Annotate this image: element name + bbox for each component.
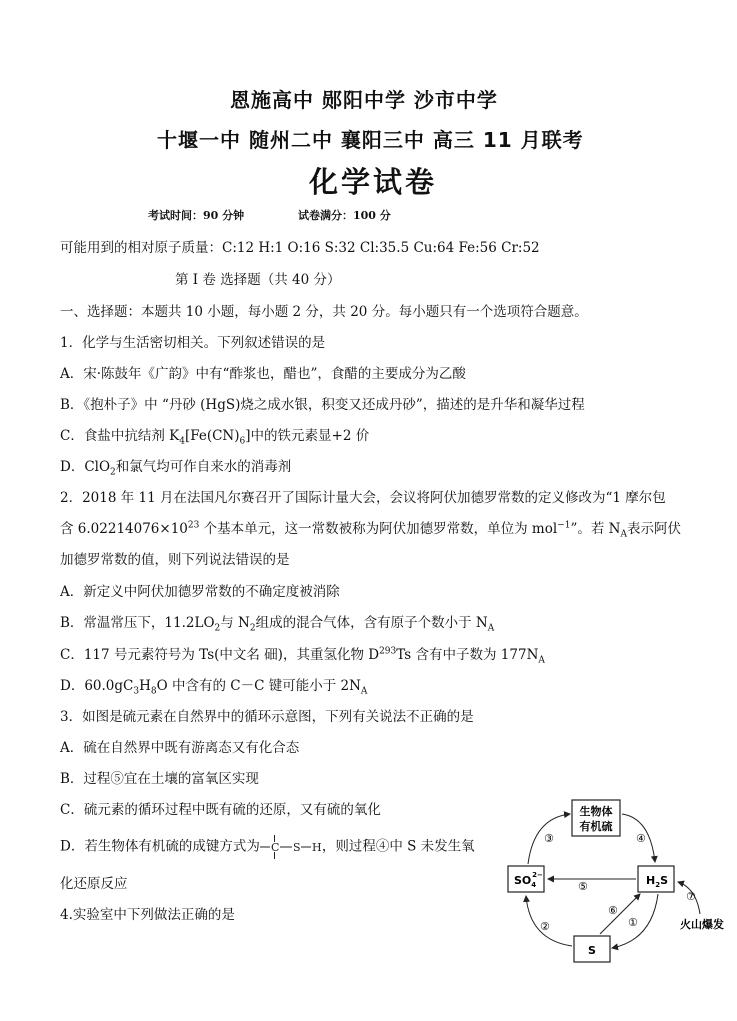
q3-option-c: C．硫元素的循环过程中既有硫的还原，又有硫的氧化 — [60, 802, 381, 818]
q3-stem: 3．如图是硫元素在自然界中的循环示意图，下列有关说法不正确的是 — [60, 709, 474, 725]
process-1-label: ① — [628, 916, 638, 929]
section-one-instructions: 一、选择题：本题共 10 小题，每小题 2 分，共 20 分。每小题只有一个选项符合题意。 — [60, 304, 588, 320]
process-6-label: ⑥ — [608, 904, 618, 917]
q1-option-d: D．ClO$_2$和氯气均可作自来水的消毒剂 — [60, 459, 292, 478]
q2-option-d: D．$60.0gC_3H_8O$ 中含有的 C－C 键可能小于 $2N_A$ — [60, 678, 368, 697]
header-schools-line1: 恩施高中 郧阳中学 沙市中学 — [230, 88, 498, 112]
bond-carbon-atom: C — [270, 841, 280, 854]
sulfur-label: S — [588, 944, 596, 957]
q2-option-a: A．新定义中阿伏加德罗常数的不确定度被消除 — [60, 584, 340, 600]
q1-option-a: A．宋·陈鼓年《广韵》中有“酢浆也，醋也”，食醋的主要成分为乙酸 — [60, 366, 466, 382]
q3-option-d: D．若生物体有机硫的成键方式为 C S H ，则过程④中 S 未发生氧 — [60, 834, 475, 860]
q2-option-c: C．117 号元素符号为 Ts(中文名 鿬)，其重氢化物 $D^{293}Ts$ 含有中子数为 $177N_A$ — [60, 646, 545, 666]
q2-stem-line1: 2．2018 年 11 月在法国凡尔赛召开了国际计量大会，会议将阿伏加德罗常数的定义修改为“1 摩尔包 — [60, 490, 666, 506]
process-4-label: ④ — [636, 832, 646, 845]
q2-stem-line3: 加德罗常数的值，则下列说法错误的是 — [60, 552, 290, 568]
exam-time: 考试时间：90 分钟 — [148, 209, 245, 222]
exam-score: 试卷满分：100 分 — [298, 209, 391, 222]
sulfate-label: $SO_42-$ — [514, 871, 543, 889]
page-title: 化学试卷 — [309, 165, 438, 199]
organosulfur-bond-structure — [260, 834, 322, 860]
process-5-label: ⑤ — [578, 880, 588, 893]
process-7-label: ⑦ — [686, 890, 696, 903]
q1-option-c: C．食盐中抗结剂 $K_4[Fe(CN)_6]$中的铁元素显+2 价 — [60, 428, 370, 447]
q2-option-b: B．常温常压下，$11.2LO_2$与 $N_2$组成的混合气体，含有原子个数小于 $N_A$ — [60, 615, 495, 634]
q3-option-d-continued: 化还原反应 — [60, 876, 128, 892]
header-schools-line2: 十堰一中 随州二中 襄阳三中 高三 11 月联考 — [157, 128, 584, 152]
hydrogen-sulfide-label: $H_2S$ — [646, 874, 669, 889]
process-2-label: ② — [540, 920, 550, 933]
q3-option-b: B．过程⑤宜在土壤的富氧区实现 — [60, 771, 259, 787]
process-3-label: ③ — [544, 832, 554, 845]
q2-stem-line2: 含 $6.02214076\times 10^{23}$ 个基本单元，这一常数被称为阿伏加德罗常数，单位为 mol$^{-1}$”。若 $N_A$表示阿伏 — [60, 520, 681, 540]
volcano-label: 火山爆发 — [680, 918, 724, 931]
volume-title: 第 I 卷 选择题（共 40 分） — [175, 272, 341, 288]
bond-sulfur-atom: S — [292, 841, 301, 854]
q4-stem: 4.实验室中下列做法正确的是 — [60, 907, 235, 923]
sulfur-cycle-diagram — [500, 790, 737, 970]
bond-hydrogen-atom: H — [311, 841, 322, 854]
organic-sulfur-label-line2: 有机硫 — [579, 820, 613, 833]
q1-stem: 1．化学与生活密切相关。下列叙述错误的是 — [60, 335, 326, 351]
q3-option-a: A．硫在自然界中既有游离态又有化合态 — [60, 740, 300, 756]
q1-option-b: B．《抱朴子》中 “丹砂 (HgS)烧之成水银，积变又还成丹砂”，描述的是升华和凝华过程 — [60, 397, 585, 413]
atomic-masses: 可能用到的相对原子质量：C:12 H:1 O:16 S:32 Cl:35.5 Cu:64 Fe:56 Cr:52 — [60, 240, 540, 256]
organic-sulfur-label-line1: 生物体 — [579, 805, 613, 818]
